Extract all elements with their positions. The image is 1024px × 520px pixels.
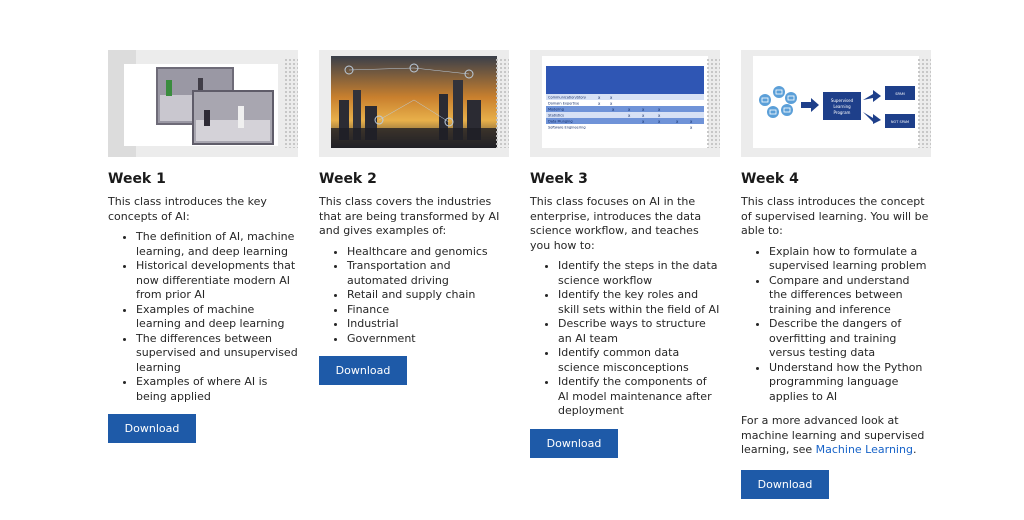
week-outro [741,414,931,458]
svg-text:Domain Expertise: Domain Expertise [548,101,580,106]
svg-text:Statistics: Statistics [548,113,564,118]
svg-text:x: x [642,113,645,118]
svg-text:Learning: Learning [833,104,851,109]
topic-item: • Describe ways to structure an AI team [558,317,720,346]
topic-item: • Examples of machine learning and deep learning [136,303,298,332]
svg-text:Data Munging: Data Munging [548,119,573,124]
download-button[interactable]: Download [741,470,829,499]
week-intro: This class introduces the concept of supervised learning. You will be able to: [741,195,929,237]
topic-item: • The differences between supervised and unsupervised learning [136,332,298,376]
download-button[interactable]: Download [530,429,618,458]
svg-text:x: x [676,119,679,124]
topic-item: • Healthcare and genomics [347,245,509,260]
supervised-learning-diagram [741,50,931,157]
svg-text:x: x [690,119,693,124]
svg-text:x: x [658,119,661,124]
svg-text:x: x [642,119,645,124]
week-1-thumbnail [108,50,298,157]
dot-pattern [495,58,509,148]
svg-text:Program: Program [833,110,851,115]
outro-suffix: . [912,443,917,456]
week-intro: This class focuses on AI in the enterprise, introduces the data science workflow, and teaches you how to: [530,195,702,252]
week-intro: This class introduces the key concepts of AI: [108,195,267,223]
topic-item: • Understand how the Python programming language applies to AI [769,361,931,405]
svg-text:x: x [598,101,601,106]
roles-table-image [530,50,720,157]
week-title: Week 1 [108,171,166,187]
svg-text:x: x [628,107,631,112]
topic-item: • Identify the components of AI model maintenance after deployment [558,375,720,419]
topic-item: • Identify the steps in the data science workflow [558,259,720,288]
topic-list [530,259,720,419]
topic-item: • Transportation and automated driving [347,259,509,288]
svg-text:x: x [598,95,601,100]
topic-item: • Industrial [347,317,509,332]
outro-text: For a more advanced look at machine learning and supervised learning, see [741,414,925,456]
topic-item: • Explain how to formulate a supervised learning problem [769,245,931,274]
week-2-card [319,50,509,385]
week-intro: This class covers the industries that are being transformed by AI and gives examples of: [319,195,500,237]
download-button[interactable]: Download [319,356,407,385]
topic-item: • Examples of where AI is being applied [136,375,298,404]
svg-text:x: x [628,113,631,118]
svg-text:x: x [690,125,693,130]
svg-text:x: x [610,95,613,100]
svg-text:Communication/Story: Communication/Story [548,95,587,100]
svg-text:NOT SPAM: NOT SPAM [890,120,910,124]
topic-item: • The definition of AI, machine learning, and deep learning [136,230,298,259]
week-title: Week 2 [319,171,377,187]
week-title: Week 3 [530,171,588,187]
topic-item: • Identify the key roles and skill sets within the field of AI [558,288,720,317]
dot-pattern [706,58,720,148]
topic-item: • Historical developments that now differentiate modern AI from prior AI [136,259,298,303]
svg-text:x: x [610,101,613,106]
svg-text:Supervised: Supervised [830,98,854,103]
svg-text:x: x [642,107,645,112]
svg-text:Software Engineering: Software Engineering [548,125,586,130]
svg-text:x: x [612,107,615,112]
topic-list [108,230,298,404]
week-title: Week 4 [741,171,799,187]
topic-item: • Finance [347,303,509,318]
week-3-thumbnail [530,50,720,157]
week-2-thumbnail [319,50,509,157]
topic-item: • Describe the dangers of overfitting and training versus testing data [769,317,931,361]
topic-item: • Government [347,332,509,347]
topic-list [741,245,931,405]
svg-text:x: x [658,107,661,112]
week-4-thumbnail [741,50,931,157]
svg-text:SPAM: SPAM [895,92,905,96]
svg-text:x: x [658,113,661,118]
download-button[interactable]: Download [108,414,196,443]
topic-list [319,245,509,347]
surveillance-image [108,50,298,157]
week-3-card [530,50,720,458]
week-4-card [741,50,931,499]
week-1-card [108,50,298,443]
topic-item: • Identify common data science misconceptions [558,346,720,375]
dot-pattern [284,58,298,148]
dot-pattern [917,58,931,148]
smart-city-image [319,50,509,157]
svg-text:Modeling: Modeling [548,107,564,112]
topic-item: • Compare and understand the differences between training and inference [769,274,931,318]
machine-learning-link[interactable]: Machine Learning [815,443,913,456]
topic-item: • Retail and supply chain [347,288,509,303]
